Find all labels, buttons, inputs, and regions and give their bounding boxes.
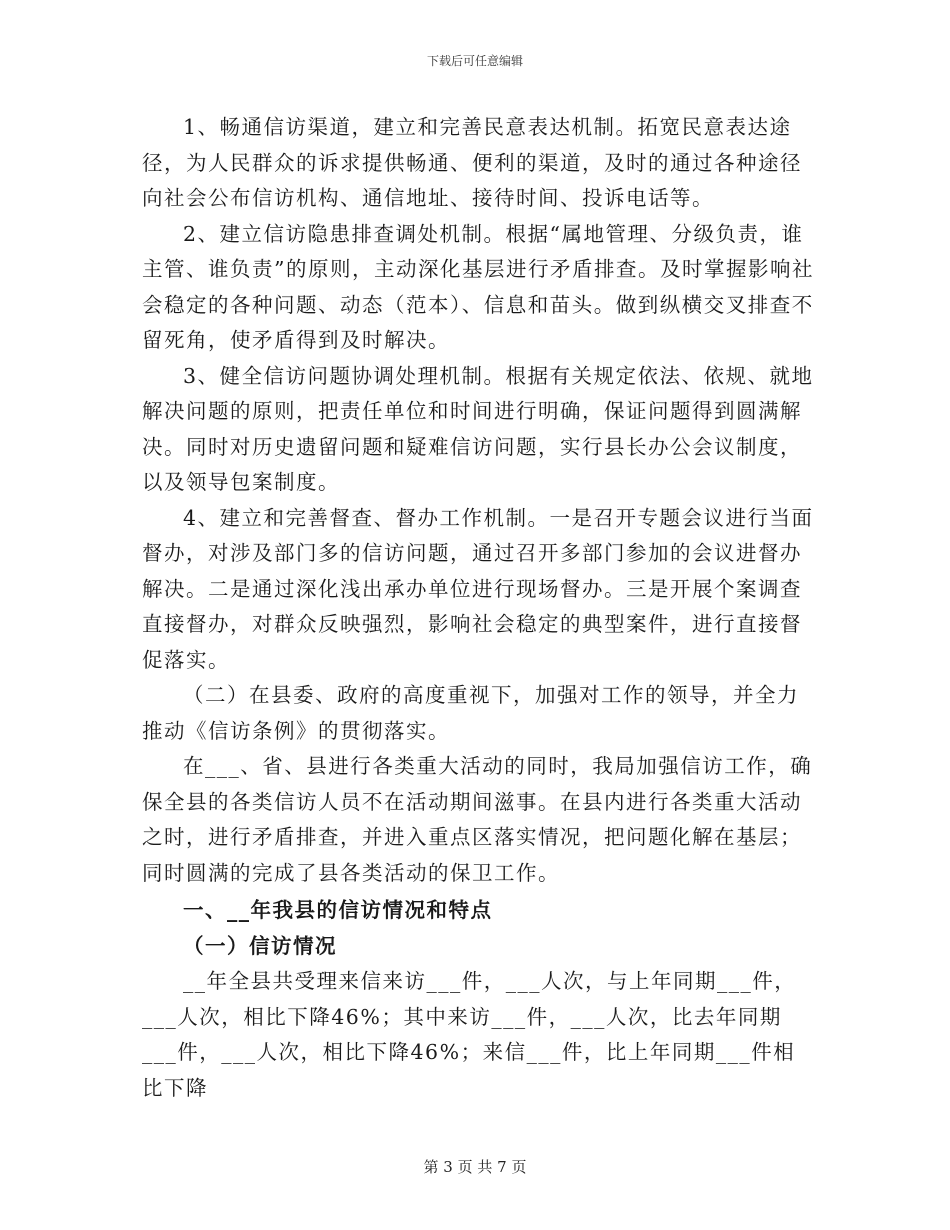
paragraph-2: 2、建立信访隐患排查调处机制。根据“属地管理、分级负责，谁主管、谁负责”的原则，主动深化基层进行矛盾排查。及时掌握影响社会稳定的各种问题、动态（范本）、信息和苗头。做到纵横交叉排查不留死角，使矛盾得到及时解决。: [142, 221, 814, 352]
paragraph-3: 3、健全信访问题协调处理机制。根据有关规定依法、依规、就地解决问题的原则，把责任单位和时间进行明确，保证问题得到圆满解决。同时对历史遗留问题和疑难信访问题，实行县长办公会议制度，以及领导包案制度。: [142, 363, 814, 494]
paragraph-6: 在___、省、县进行各类重大活动的同时，我局加强信访工作，确保全县的各类信访人员不在活动期间滋事。在县内进行各类重大活动之时，进行矛盾排查，并进入重点区落实情况，把问题化解在基层；同时圆满的完成了县各类活动的保卫工作。: [142, 754, 813, 885]
section-subheading: （一）信访情况: [183, 933, 337, 958]
page-footer: 第 3 页 共 7 页: [423, 1158, 527, 1176]
paragraph-5: （二）在县委、政府的高度重视下，加强对工作的领导，并全力推动《信访条例》的贯彻落实。: [142, 683, 799, 743]
document-body: [142, 110, 814, 1106]
section-heading: 一、__年我县的信访情况和特点: [183, 898, 493, 922]
paragraph-1: 1、畅通信访渠道，建立和完善民意表达机制。拓宽民意表达途径，为人民群众的诉求提供畅通、便利的渠道，及时的通过各种途径向社会公布信访机构、通信地址、接待时间、投诉电话等。: [142, 115, 802, 210]
paragraph-4: 4、建立和完善督查、督办工作机制。一是召开专题会议进行当面督办，对涉及部门多的信访问题，通过召开多部门参加的会议进督办解决。二是通过深化浅出承办单位进行现场督办。三是开展个案调查直接督办，对群众反映强烈，影响社会稳定的典型案件，进行直接督促落实。: [142, 505, 814, 672]
section-body: __年全县共受理来信来访___件，___人次，与上年同期___件，___人次，相比下降46%；其中来访___件，___人次，比去年同期___件，___人次，相比下降46%；来信___件，比上年同期___件相比下降: [142, 969, 797, 1100]
page-header: 下载后可任意编辑: [426, 54, 523, 68]
